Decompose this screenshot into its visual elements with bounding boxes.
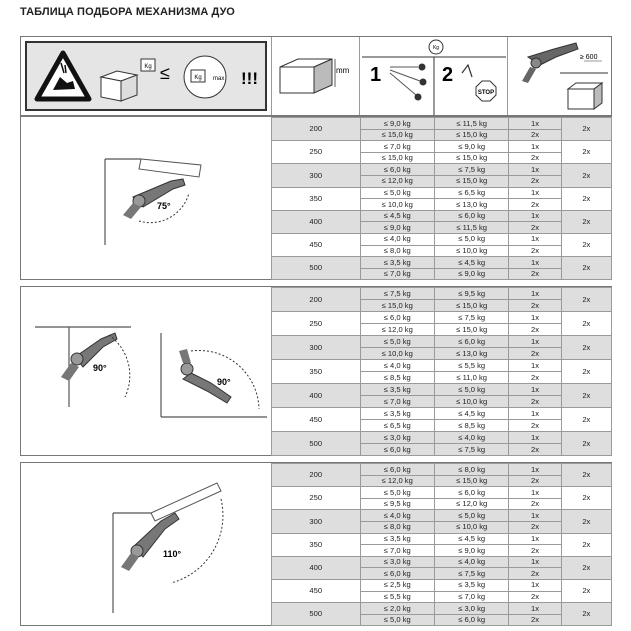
angle-label: 110° [163, 549, 182, 559]
mechanism-count: 1x [509, 187, 561, 199]
position-1-load: ≤ 3,5 kg [360, 533, 434, 545]
width-cell: 400 [272, 210, 361, 233]
mechanism-count: 1x [509, 464, 561, 476]
position-1-load: ≤ 7,0 kg [360, 545, 434, 557]
lift-90-diagram [21, 287, 271, 455]
total-cell: 2x [561, 432, 611, 456]
mechanism-count: 2x [509, 175, 561, 187]
position-1-load: ≤ 9,0 kg [360, 222, 434, 234]
mechanism-count: 1x [509, 432, 561, 444]
position-1-load: ≤ 15,0 kg [360, 152, 434, 164]
position-2-load: ≤ 15,0 kg [434, 152, 508, 164]
table-row [272, 556, 612, 568]
position-1-load: ≤ 5,0 kg [360, 187, 434, 199]
table-row [272, 141, 612, 153]
position-2-load: ≤ 15,0 kg [434, 129, 508, 141]
mechanism-count: 1x [509, 164, 561, 176]
width-cell: 300 [272, 164, 361, 187]
mechanism-count: 2x [509, 521, 561, 533]
mechanism-count: 1x [509, 408, 561, 420]
position-2-load: ≤ 7,5 kg [434, 568, 508, 580]
position-2-load: ≤ 6,0 kg [434, 614, 508, 626]
mechanism-count: 2x [509, 300, 561, 312]
mechanism-count: 2x [509, 268, 561, 280]
min-cabinet-label: ≥ 600 [580, 54, 598, 61]
width-cell: 450 [272, 408, 361, 432]
position-1-load: ≤ 4,0 kg [360, 510, 434, 522]
position-2-load: ≤ 15,0 kg [434, 475, 508, 487]
mechanism-count: 2x [509, 152, 561, 164]
position-1-load: ≤ 2,5 kg [360, 579, 434, 591]
svg-text:Kg: Kg [194, 75, 202, 81]
angle-label: 75° [157, 201, 171, 211]
mechanism-count: 1x [509, 233, 561, 245]
table-row [272, 118, 612, 130]
total-cell: 2x [561, 556, 611, 579]
mechanism-count: 1x [509, 360, 561, 372]
mechanism-count: 1x [509, 510, 561, 522]
position-2-load: ≤ 9,5 kg [434, 288, 508, 300]
mechanism-count: 2x [509, 129, 561, 141]
width-cell: 200 [272, 464, 361, 487]
width-cell: 300 [272, 336, 361, 360]
stop-icon: STOP [477, 90, 495, 96]
duo-mechanism-icon [508, 37, 610, 115]
position-2-load: ≤ 7,0 kg [434, 591, 508, 603]
mechanism-count: 1x [509, 556, 561, 568]
position-1-load: ≤ 12,0 kg [360, 175, 434, 187]
position-2-load: ≤ 4,5 kg [434, 408, 508, 420]
max-label: max [213, 76, 225, 82]
table-row [272, 432, 612, 444]
table-row [272, 464, 612, 476]
cabinet-width-icon [272, 37, 360, 115]
width-cell: 200 [272, 288, 361, 312]
section-image [21, 463, 271, 625]
position-2-load: ≤ 15,0 kg [434, 324, 508, 336]
total-cell: 2x [561, 233, 611, 256]
table-row [272, 210, 612, 222]
mechanism-count: 2x [509, 372, 561, 384]
position-2-load: ≤ 11,5 kg [434, 118, 508, 130]
width-cell: 400 [272, 384, 361, 408]
page-title: ТАБЛИЦА ПОДБОРА МЕХАНИЗМА ДУО [20, 6, 235, 18]
table-row [272, 487, 612, 499]
mechanism-count: 2x [509, 222, 561, 234]
total-cell: 2x [561, 487, 611, 510]
width-cell: 500 [272, 257, 361, 280]
position-2-load: ≤ 9,0 kg [434, 268, 508, 280]
position-2-load: ≤ 5,0 kg [434, 384, 508, 396]
mechanism-count: 2x [509, 498, 561, 510]
table-row [272, 510, 612, 522]
table-row [272, 288, 612, 300]
position-1-load: ≤ 6,0 kg [360, 568, 434, 580]
position-2-load: ≤ 10,0 kg [434, 521, 508, 533]
width-cell: 250 [272, 312, 361, 336]
total-cell: 2x [561, 312, 611, 336]
angle-label-2: 90° [217, 377, 231, 387]
mechanism-count: 2x [509, 199, 561, 211]
mechanism-count: 2x [509, 568, 561, 580]
total-cell: 2x [561, 464, 611, 487]
position-2-load: ≤ 6,0 kg [434, 210, 508, 222]
position-1-load: ≤ 9,5 kg [360, 498, 434, 510]
total-cell: 2x [561, 408, 611, 432]
width-cell: 500 [272, 432, 361, 456]
position-2-load: ≤ 4,5 kg [434, 257, 508, 269]
position-1-load: ≤ 15,0 kg [360, 300, 434, 312]
position-2-load: ≤ 6,0 kg [434, 336, 508, 348]
position-2-load: ≤ 9,0 kg [434, 141, 508, 153]
position-2-load: ≤ 4,0 kg [434, 556, 508, 568]
position-1-load: ≤ 8,0 kg [360, 245, 434, 257]
position-1-load: ≤ 6,5 kg [360, 420, 434, 432]
table-row [272, 312, 612, 324]
width-cell: 350 [272, 187, 361, 210]
mechanism-count: 2x [509, 420, 561, 432]
position-1-load: ≤ 6,0 kg [360, 444, 434, 456]
le-sign: ≤ [160, 63, 170, 83]
position-1-load: ≤ 4,5 kg [360, 210, 434, 222]
mechanism-count: 2x [509, 545, 561, 557]
section-table [271, 287, 612, 456]
total-cell: 2x [561, 510, 611, 533]
position-1-load: ≤ 2,0 kg [360, 603, 434, 615]
section-image [21, 117, 271, 279]
section-90 [20, 286, 612, 456]
width-cell: 350 [272, 533, 361, 556]
position-1-load: ≤ 3,0 kg [360, 432, 434, 444]
table-row [272, 233, 612, 245]
mechanism-count: 1x [509, 288, 561, 300]
table-row [272, 384, 612, 396]
position-1-load: ≤ 4,0 kg [360, 233, 434, 245]
kg-label: Kg [144, 64, 152, 70]
width-cell: 500 [272, 603, 361, 626]
mechanism-count: 1x [509, 487, 561, 499]
width-cell: 350 [272, 360, 361, 384]
total-cell: 2x [561, 336, 611, 360]
table-row [272, 533, 612, 545]
mechanism-count: 1x [509, 336, 561, 348]
mechanism-count: 1x [509, 533, 561, 545]
section-table [271, 117, 612, 280]
position-icon [360, 37, 508, 115]
mm-label: mm [336, 66, 350, 75]
position-2-load: ≤ 8,5 kg [434, 420, 508, 432]
total-cell: 2x [561, 603, 611, 626]
total-cell: 2x [561, 164, 611, 187]
total-cell: 2x [561, 360, 611, 384]
position-2-load: ≤ 15,0 kg [434, 175, 508, 187]
table-row [272, 408, 612, 420]
total-cell: 2x [561, 210, 611, 233]
mechanism-header [507, 37, 609, 115]
position-2-load: ≤ 10,0 kg [434, 245, 508, 257]
table-header [20, 36, 612, 116]
position-2-load: ≤ 4,0 kg [434, 432, 508, 444]
width-cell: 450 [272, 579, 361, 602]
position-1-load: ≤ 5,0 kg [360, 614, 434, 626]
width-cell: 200 [272, 118, 361, 141]
total-cell: 2x [561, 257, 611, 280]
total-cell: 2x [561, 187, 611, 210]
lift-110-diagram [21, 463, 271, 625]
mechanism-count: 2x [509, 591, 561, 603]
position-1-load: ≤ 3,0 kg [360, 556, 434, 568]
total-cell: 2x [561, 384, 611, 408]
position-1-load: ≤ 7,0 kg [360, 141, 434, 153]
section-75 [20, 116, 612, 280]
position-1-load: ≤ 3,5 kg [360, 408, 434, 420]
position-2-load: ≤ 13,0 kg [434, 348, 508, 360]
position-1-load: ≤ 15,0 kg [360, 129, 434, 141]
position-2-load: ≤ 3,5 kg [434, 579, 508, 591]
table-row [272, 360, 612, 372]
table-row [272, 336, 612, 348]
section-image [21, 287, 271, 455]
mechanism-count: 1x [509, 141, 561, 153]
position-1-load: ≤ 5,0 kg [360, 487, 434, 499]
position-2-load: ≤ 11,5 kg [434, 222, 508, 234]
width-cell: 250 [272, 487, 361, 510]
position-header [359, 37, 507, 115]
total-cell: 2x [561, 118, 611, 141]
load-warning-box [25, 41, 267, 111]
position-2-load: ≤ 5,0 kg [434, 233, 508, 245]
position-1-load: ≤ 12,0 kg [360, 475, 434, 487]
mechanism-count: 1x [509, 210, 561, 222]
section-110 [20, 462, 612, 626]
width-header [271, 37, 359, 115]
width-cell: 450 [272, 233, 361, 256]
position-1-load: ≤ 9,0 kg [360, 118, 434, 130]
position-1-load: ≤ 6,0 kg [360, 464, 434, 476]
table-row [272, 603, 612, 615]
position-2-load: ≤ 15,0 kg [434, 300, 508, 312]
mechanism-count: 2x [509, 245, 561, 257]
mechanism-count: 1x [509, 257, 561, 269]
position-1-label: 1 [370, 64, 382, 86]
position-2-load: ≤ 12,0 kg [434, 498, 508, 510]
table-row [272, 579, 612, 591]
mechanism-count: 1x [509, 603, 561, 615]
position-1-load: ≤ 8,5 kg [360, 372, 434, 384]
position-1-load: ≤ 10,0 kg [360, 199, 434, 211]
position-2-load: ≤ 11,0 kg [434, 372, 508, 384]
table-row [272, 257, 612, 269]
position-2-load: ≤ 6,5 kg [434, 187, 508, 199]
position-2-load: ≤ 7,5 kg [434, 164, 508, 176]
position-1-load: ≤ 7,0 kg [360, 268, 434, 280]
svg-text:Kg: Kg [432, 45, 440, 51]
position-2-load: ≤ 5,5 kg [434, 360, 508, 372]
position-2-load: ≤ 5,0 kg [434, 510, 508, 522]
exclaim-label: !!! [241, 69, 258, 88]
position-2-load: ≤ 6,0 kg [434, 487, 508, 499]
position-2-load: ≤ 7,5 kg [434, 444, 508, 456]
mechanism-count: 2x [509, 475, 561, 487]
position-1-load: ≤ 6,0 kg [360, 164, 434, 176]
mechanism-count: 2x [509, 444, 561, 456]
position-1-load: ≤ 7,5 kg [360, 288, 434, 300]
position-2-load: ≤ 10,0 kg [434, 396, 508, 408]
total-cell: 2x [561, 579, 611, 602]
position-2-load: ≤ 8,0 kg [434, 464, 508, 476]
position-2-load: ≤ 4,5 kg [434, 533, 508, 545]
position-1-load: ≤ 4,0 kg [360, 360, 434, 372]
position-1-load: ≤ 10,0 kg [360, 348, 434, 360]
position-1-load: ≤ 5,0 kg [360, 336, 434, 348]
mechanism-count: 1x [509, 384, 561, 396]
position-1-load: ≤ 3,5 kg [360, 384, 434, 396]
width-cell: 300 [272, 510, 361, 533]
position-1-load: ≤ 12,0 kg [360, 324, 434, 336]
mechanism-count: 2x [509, 348, 561, 360]
position-2-load: ≤ 13,0 kg [434, 199, 508, 211]
mechanism-count: 1x [509, 118, 561, 130]
mechanism-count: 2x [509, 614, 561, 626]
mechanism-count: 2x [509, 324, 561, 336]
position-2-load: ≤ 9,0 kg [434, 545, 508, 557]
mechanism-count: 2x [509, 396, 561, 408]
mechanism-count: 1x [509, 312, 561, 324]
position-1-load: ≤ 5,5 kg [360, 591, 434, 603]
hand-pinch-warning-icon [27, 43, 265, 109]
table-row [272, 164, 612, 176]
total-cell: 2x [561, 533, 611, 556]
position-2-load: ≤ 3,0 kg [434, 603, 508, 615]
position-1-load: ≤ 6,0 kg [360, 312, 434, 324]
table-row [272, 187, 612, 199]
width-cell: 250 [272, 141, 361, 164]
position-2-label: 2 [442, 64, 454, 86]
lift-75-diagram [21, 117, 271, 279]
position-2-load: ≤ 7,5 kg [434, 312, 508, 324]
mechanism-count: 1x [509, 579, 561, 591]
section-table [271, 463, 612, 626]
position-1-load: ≤ 7,0 kg [360, 396, 434, 408]
position-1-load: ≤ 8,0 kg [360, 521, 434, 533]
position-1-load: ≤ 3,5 kg [360, 257, 434, 269]
total-cell: 2x [561, 141, 611, 164]
angle-label: 90° [93, 363, 107, 373]
total-cell: 2x [561, 288, 611, 312]
width-cell: 400 [272, 556, 361, 579]
